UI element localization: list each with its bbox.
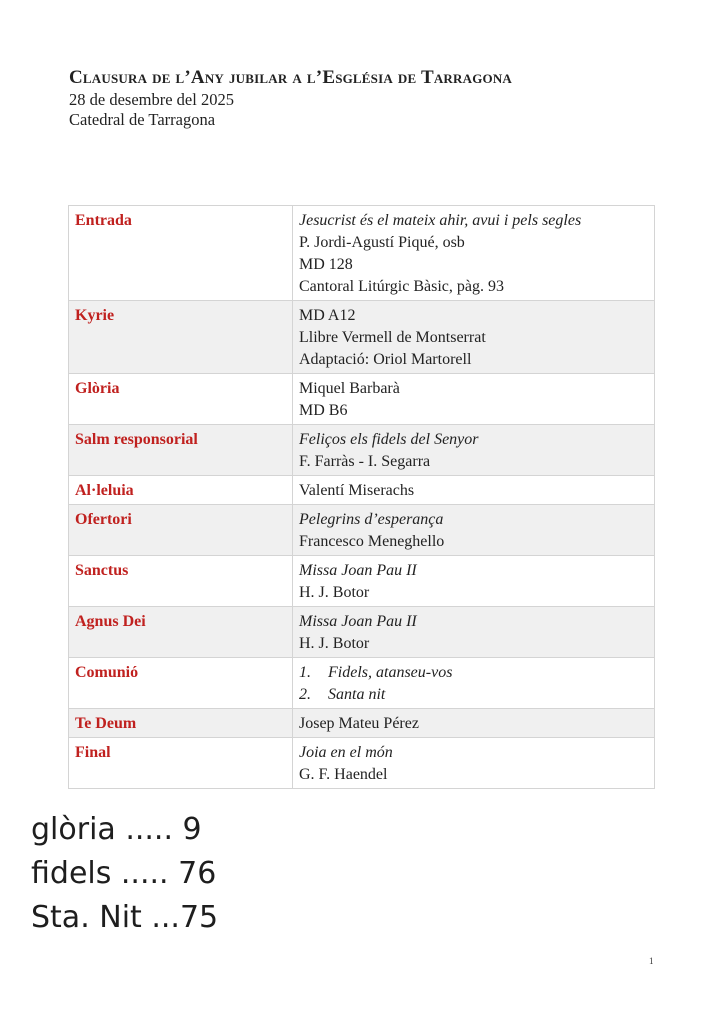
item-text: Fidels, atanseu-vos (328, 664, 453, 681)
section-details (293, 709, 655, 738)
section-details (293, 476, 655, 505)
section-details (293, 505, 655, 556)
handwritten-notes (31, 808, 218, 940)
document-title: Clausura de l’Any jubilar a l’Església de Tarragona (69, 67, 512, 88)
section-label: Al·leluia (69, 476, 293, 505)
detail-line: G. F. Haendel (299, 766, 388, 783)
section-details (293, 556, 655, 607)
program-row (69, 374, 655, 425)
program-row (69, 556, 655, 607)
piece-title: Missa Joan Pau II (299, 562, 417, 579)
program-row (69, 505, 655, 556)
section-label: Sanctus (69, 556, 293, 607)
section-label: Te Deum (69, 709, 293, 738)
event-place: Catedral de Tarragona (69, 110, 216, 129)
section-details (293, 206, 655, 301)
section-label: Agnus Dei (69, 607, 293, 658)
detail-line: Llibre Vermell de Montserrat (299, 329, 486, 346)
program-row (69, 709, 655, 738)
detail-line: H. J. Botor (299, 635, 370, 652)
section-label: Salm responsorial (69, 425, 293, 476)
piece-title: Pelegrins d’esperança (299, 511, 444, 528)
event-date: 28 de desembre del 2025 (69, 90, 234, 109)
program-row (69, 607, 655, 658)
detail-line: Francesco Meneghello (299, 533, 445, 550)
section-details (293, 658, 655, 709)
section-label: Final (69, 738, 293, 789)
piece-title: Jesucrist és el mateix ahir, avui i pels segles (299, 212, 582, 229)
section-label: Comunió (69, 658, 293, 709)
note-line: Sta. Nit ...75 (31, 900, 219, 935)
program-row (69, 738, 655, 789)
detail-line: MD 128 (299, 256, 353, 273)
page-number: 1 (649, 956, 654, 966)
item-number: 1. (299, 664, 311, 681)
section-label: Ofertori (69, 505, 293, 556)
detail-line: Miquel Barbarà (299, 380, 400, 397)
numbered-item (299, 684, 648, 706)
program-row (69, 658, 655, 709)
detail-line: Cantoral Litúrgic Bàsic, pàg. 93 (299, 278, 504, 295)
detail-line: Valentí Miserachs (299, 482, 415, 499)
section-details (293, 425, 655, 476)
note-line: fidels ..... 76 (31, 856, 217, 891)
section-details (293, 374, 655, 425)
piece-title: Joia en el món (299, 744, 393, 761)
note-line: glòria ..... 9 (31, 812, 202, 847)
item-text: Santa nit (328, 686, 386, 703)
item-number: 2. (299, 686, 311, 703)
detail-line: Josep Mateu Pérez (299, 715, 419, 732)
program-row (69, 425, 655, 476)
section-label: Glòria (69, 374, 293, 425)
detail-line: H. J. Botor (299, 584, 370, 601)
program-table (68, 205, 655, 789)
section-details (293, 301, 655, 374)
piece-title: Feliços els fidels del Senyor (299, 431, 479, 448)
detail-line: F. Farràs - I. Segarra (299, 453, 431, 470)
program-row (69, 206, 655, 301)
detail-line: Adaptació: Oriol Martorell (299, 351, 472, 368)
section-details (293, 738, 655, 789)
piece-title: Missa Joan Pau II (299, 613, 417, 630)
document-header (69, 66, 512, 130)
detail-line: P. Jordi-Agustí Piqué, osb (299, 234, 465, 251)
program-row (69, 301, 655, 374)
detail-line: MD B6 (299, 402, 348, 419)
numbered-item (299, 662, 648, 684)
section-label: Kyrie (69, 301, 293, 374)
program-row (69, 476, 655, 505)
detail-line: MD A12 (299, 307, 356, 324)
section-label: Entrada (69, 206, 293, 301)
section-details (293, 607, 655, 658)
